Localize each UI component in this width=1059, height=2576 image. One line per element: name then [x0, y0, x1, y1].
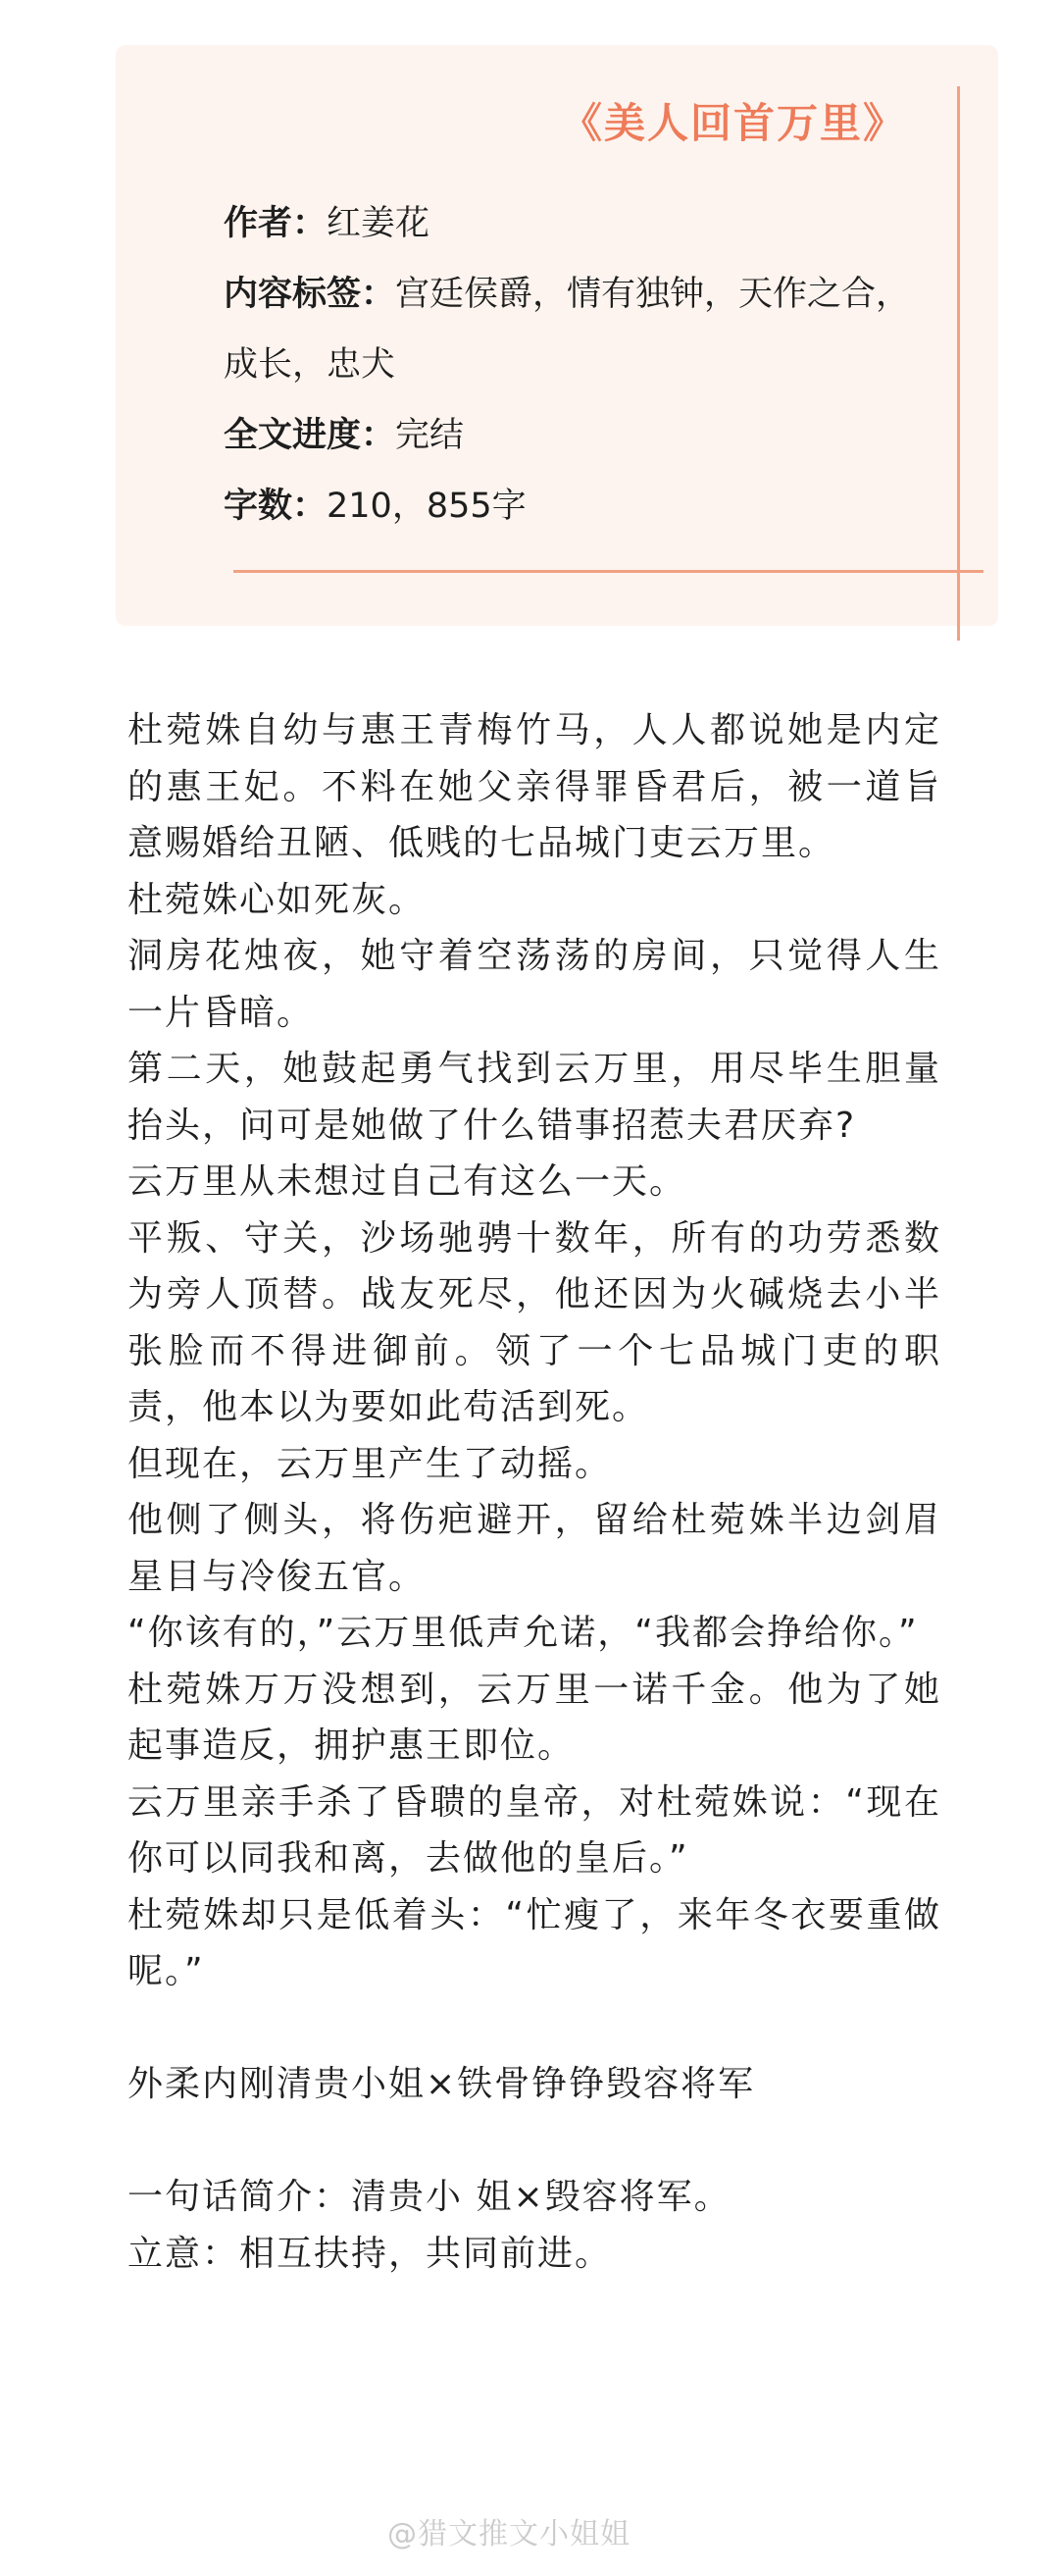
- author-label: 作者：: [224, 204, 328, 243]
- synopsis: [127, 702, 941, 2282]
- synopsis-paragraph: 云万里亲手杀了昏聩的皇帝，对杜菀姝说：“现在你可以同我和离，去做他的皇后。”: [127, 1781, 941, 1879]
- synopsis-paragraph: 杜菀姝自幼与惠王青梅竹马，人人都说她是内定的惠王妃。不料在她父亲得罪昏君后，被一道旨意赐婚给丑陋、低贱的七品城门吏云万里。: [127, 710, 941, 863]
- synopsis-paragraph: 杜菀姝心如死灰。: [127, 879, 427, 920]
- progress-row: [224, 400, 930, 471]
- watermark: @猎文推文小姐姐: [387, 2517, 630, 2551]
- synopsis-paragraph: 洞房花烛夜，她守着空荡荡的房间，只觉得人生一片昏暗。: [127, 936, 941, 1033]
- wordcount-row: [224, 471, 930, 541]
- synopsis-paragraph: 杜菀姝却只是低着头：“忙瘦了，来年冬衣要重做呢。”: [127, 1894, 941, 1991]
- author-row: [224, 188, 930, 259]
- card-horizontal-rule: [233, 570, 983, 573]
- synopsis-paragraph: 但现在，云万里产生了动摇。: [127, 1443, 613, 1484]
- book-info-card: [116, 45, 998, 626]
- progress-label: 全文进度：: [224, 416, 396, 455]
- theme-statement: 立意：相互扶持，共同前进。: [127, 2233, 613, 2274]
- synopsis-paragraph: 云万里从未想过自己有这么一天。: [127, 1161, 687, 1202]
- spacer: [127, 2113, 941, 2170]
- card-vertical-rule: [957, 86, 960, 641]
- wordcount-label: 字数：: [224, 487, 328, 526]
- author-value: 红姜花: [327, 204, 430, 243]
- wordcount-value: 210，855字: [327, 487, 527, 526]
- tags-label: 内容标签：: [224, 275, 396, 314]
- spacer: [127, 2000, 941, 2057]
- synopsis-paragraph: “你该有的，”云万里低声允诺，“我都会挣给你。”: [127, 1613, 919, 1653]
- synopsis-paragraph: 杜菀姝万万没想到，云万里一诺千金。他为了她起事造反，拥护惠王即位。: [127, 1669, 941, 1766]
- tagline: 外柔内刚清贵小姐×铁骨铮铮毁容将军: [127, 2064, 756, 2104]
- one-line-summary: 一句话简介：清贵小 姐×毁容将军。: [127, 2177, 731, 2217]
- book-title: 《美人回首万里》: [560, 99, 906, 147]
- tags-row: [224, 259, 930, 400]
- synopsis-paragraph: 他侧了侧头，将伤疤避开，留给杜菀姝半边剑眉星目与冷俊五官。: [127, 1500, 941, 1597]
- synopsis-paragraph: 第二天，她鼓起勇气找到云万里，用尽毕生胆量抬头，问可是她做了什么错事招惹夫君厌弃?: [127, 1049, 941, 1146]
- progress-value: 完结: [395, 416, 465, 455]
- tags-value: 宫廷侯爵，情有独钟，天作之合，成长，忠犬: [224, 275, 911, 385]
- synopsis-paragraph: 平叛、守关，沙场驰骋十数年，所有的功劳悉数为旁人顶替。战友死尽，他还因为火碱烧去小半张脸而不得进御前。领了一个七品城门吏的职责，他本以为要如此苟活到死。: [127, 1217, 941, 1427]
